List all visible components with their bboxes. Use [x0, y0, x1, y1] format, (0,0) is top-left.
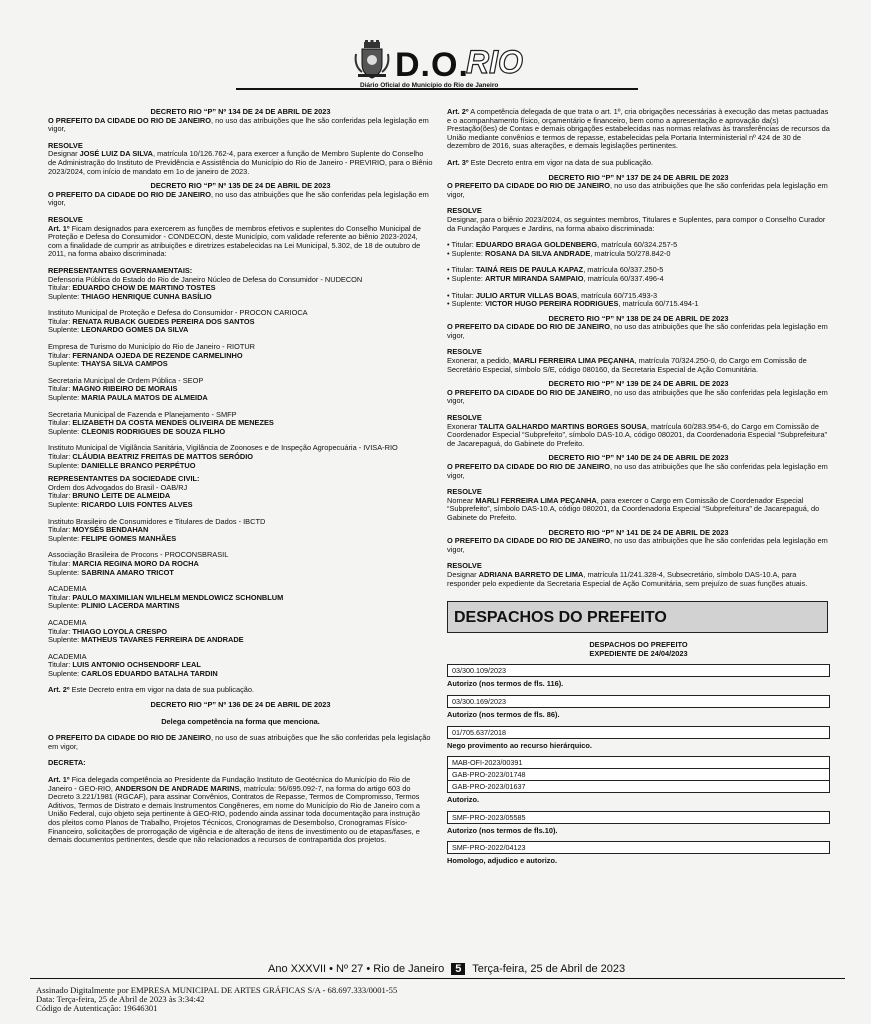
suplente-row — [48, 428, 433, 437]
resolve-heading: RESOLVE — [447, 413, 482, 423]
suplente-label: Suplente: — [48, 499, 82, 509]
resolve-heading: RESOLVE — [447, 487, 482, 497]
despacho-entry — [447, 756, 830, 805]
titular-name: PAULO MAXIMILIAN WILHELM MENDLOWICZ SCHONBLUM — [72, 592, 284, 602]
logo-do-text: D.O. — [395, 46, 469, 84]
decree-134-title: DECRETO RIO “P” Nº 134 DE 24 DE ABRIL DE 2023 — [150, 107, 331, 116]
logo-rio-text: RIO — [466, 44, 523, 80]
titular-label: • Titular: — [447, 290, 476, 300]
preamble: O PREFEITO DA CIDADE DO RIO DE JANEIRO, no uso das atribuições que lhe são conferidas pela legislação em vigor, — [48, 189, 429, 208]
suplente-name: SABRINA AMARO TRICOT — [81, 567, 174, 577]
titular-label: Titular: — [48, 626, 73, 636]
suplente-label: Suplente: — [48, 533, 82, 543]
despacho-result: Autorizo. — [447, 795, 480, 805]
suplente-name: MATHEUS TAVARES FERREIRA DE ANDRADE — [81, 635, 244, 645]
council-org: ACADEMIA — [48, 617, 87, 627]
suplente-label: Suplente: — [48, 325, 82, 335]
left-column — [48, 108, 433, 845]
titular-matricula: , matrícula 60/324.257-5 — [597, 240, 678, 250]
resolve-heading: RESOLVE — [447, 206, 482, 216]
despacho-result: Autorizo (nos termos de fls.10). — [447, 825, 558, 835]
decree-134-body: Designar JOSÉ LUIZ DA SILVA, matrícula 10/126.762-4, para exercer a função de Membro Suplente do Conselho de Administração do Instituto de Previdência e Assistência do Município do Rio de Janeiro - PREVIRIO, para o Biênio 2023/2024, com início de mandato em 1o de janeiro de 2023. — [48, 149, 433, 176]
issue-info: Ano XXXVII • Nº 27 • Rio de Janeiro — [268, 963, 445, 975]
process-number-box: 01/705.637/2018 — [447, 726, 830, 739]
suplente-label: • Suplente: — [447, 273, 485, 283]
council-org: Instituto Municipal de Vigilância Sanitária, Vigilância de Zoonoses e de Inspeção Agropecuária - IVISA-RIO — [48, 443, 398, 453]
suplente-row — [48, 360, 433, 369]
digital-signature — [36, 986, 397, 1013]
titular-name: RENATA RUBACK GUEDES PEREIRA DOS SANTOS — [72, 316, 255, 326]
despacho-result: Autorizo (nos termos de fls. 86). — [447, 709, 560, 719]
suplente-name: ARTUR MIRANDA SAMPAIO — [484, 273, 584, 283]
decree-135-art1: Art. 1º Ficam designados para exercerem as funções de membros efetivos e suplentes do Conselho Municipal de Proteção e Defesa do Consumidor - CONDECON, deste Município, com validade referente ao biênio 2023-2024, com a finalidade de cumprir as atribuições e diretrizes estabelecidas na Lei Municipal, 5.302, de 18 de outubro de 2011, na forma abaixo discriminada: — [48, 223, 421, 259]
decree-136-art3: Art. 3º Este Decreto entra em vigor na data de sua publicação. — [447, 157, 654, 167]
despachos-date: EXPEDIENTE DE 24/04/2023 — [589, 648, 688, 658]
auth-code: Código de Autenticação: 19646301 — [36, 1002, 158, 1013]
decreta-heading: DECRETA: — [48, 758, 86, 768]
titular-label: Titular: — [48, 384, 73, 394]
titular-name: MARCIA REGINA MORO DA ROCHA — [72, 558, 199, 568]
decree-136-art1: Art. 1º Fica delegada competência ao Presidente da Fundação Instituto de Geotécnica do Município do Rio de Janeiro - GEO-RIO, ANDERSON DE ANDRADE MARINS, matrícula: 56/695.092-7, na forma do artigo 603 do Decreto 3.221/1981 (RGCAF), para assinar Convênios, Contratos de Repasse, Termos de Compromisso, Termos Aditivos, Termos de Distrato e demais Instrumentos Congêneres, em nome do Município do Rio de Janeiro com a União Federal, cujo objeto seja pertinente à GEO-RIO, podendo ainda assinar toda documentação para instrução dos pleitos como Planos de Trabalho, Projetos Técnicos, Cronogramas de Desembolso, Cronogramas Físico-Financeiro, solicitações de prorrogação de vigência e de alteração de itens de investimento ou de etapas/fases, e demais documentos pertinentes, desde que não relacionados a recursos de contrapartida dos projetos. — [48, 775, 421, 845]
process-number-box: MAB-OFI-2023/00391 — [447, 756, 830, 769]
suplente-name: THIAGO HENRIQUE CUNHA BASÍLIO — [81, 291, 212, 301]
right-column — [447, 108, 830, 866]
process-number-box: 03/300.169/2023 — [447, 695, 830, 708]
titular-label: Titular: — [48, 525, 73, 535]
titular-label: • Titular: — [447, 240, 476, 250]
titular-matricula: , matrícula 60/337.250-5 — [583, 265, 664, 275]
titular-label: Titular: — [48, 316, 73, 326]
suplente-name: CARLOS EDUARDO BATALHA TARDIN — [81, 668, 218, 678]
titular-name: THIAGO LOYOLA CRESPO — [72, 626, 167, 636]
suplente-row — [48, 602, 433, 611]
titular-name: MAGNO RIBEIRO DE MORAIS — [72, 384, 178, 394]
decree-137-title: DECRETO RIO “P” Nº 137 DE 24 DE ABRIL DE 2023 — [548, 172, 729, 182]
preamble: O PREFEITO DA CIDADE DO RIO DE JANEIRO, no uso das atribuições que lhe são conferidas pela legislação em vigor, — [48, 115, 429, 134]
suplente-row — [48, 326, 433, 335]
decree-141-body: Designar ADRIANA BARRETO DE LIMA, matrícula 11/241.328-4, Subsecretário, símbolo DAS-10.A, para responder pelo expediente da Secretaria Especial de Ação Comunitária, sem prejuízo de suas funções atuais. — [447, 569, 808, 588]
gov-representatives-list — [48, 276, 433, 471]
decree-140-body: Nomear MARLI FERREIRA LIMA PEÇANHA, para exercer o Cargo em Comissão de Coordenador Especial “Subprefeito”, símbolo DAS-10.A, código 080201, da Coordenadoria Especial “Subprefeitura” de Jacarepaguá, do Gabinete do Prefeito. — [447, 495, 820, 522]
decree-135-art2: Art. 2º Este Decreto entra em vigor na data de sua publicação. — [48, 685, 255, 695]
suplente-label: Suplente: — [48, 426, 82, 436]
resolve-heading: RESOLVE — [48, 214, 83, 224]
decree-139-title: DECRETO RIO “P” Nº 139 DE 24 DE ABRIL DE 2023 — [548, 379, 729, 389]
preamble: O PREFEITO DA CIDADE DO RIO DE JANEIRO, no uso de suas atribuições que lhe são conferidas pela legislação em vigor, — [48, 733, 431, 751]
masthead — [250, 38, 622, 96]
suplente-matricula: , matrícula 60/715.494-1 — [618, 299, 699, 309]
preamble: O PREFEITO DA CIDADE DO RIO DE JANEIRO, no uso das atribuições que lhe são conferidas pela legislação em vigor, — [447, 462, 828, 480]
suplente-row — [48, 462, 433, 471]
suplente-row — [447, 300, 830, 309]
despacho-entry — [447, 841, 830, 866]
despacho-entry — [447, 664, 830, 689]
suplente-name: THAYSA SILVA CAMPOS — [81, 359, 168, 369]
suplente-row — [48, 394, 433, 403]
despachos-section-bar: DESPACHOS DO PREFEITO — [447, 601, 828, 633]
titular-label: Titular: — [48, 283, 73, 293]
process-number-box: SMF-PRO-2023/05585 — [447, 811, 830, 824]
suplente-name: DANIELLE BRANCO PERPÉTUO — [81, 460, 196, 470]
suplente-name: VICTOR HUGO PEREIRA RODRIGUES — [484, 299, 619, 309]
titular-matricula: , matrícula 60/715.493-3 — [577, 290, 658, 300]
signature-line: Assinado Digitalmente por EMPRESA MUNICIPAL DE ARTES GRÁFICAS S/A - 68.697.333/0001-55 — [36, 985, 398, 995]
suplente-row — [48, 569, 433, 578]
titular-name: LUIS ANTONIO OCHSENDORF LEAL — [72, 660, 201, 670]
resolve-heading: RESOLVE — [447, 347, 482, 357]
suplente-label: Suplente: — [48, 567, 82, 577]
footer-rule — [30, 978, 845, 979]
suplente-matricula: , matrícula 50/278.842-0 — [590, 248, 671, 258]
despachos-title: DESPACHOS DO PREFEITO — [589, 640, 688, 650]
process-number-box: GAB-PRO-2023/01637 — [447, 781, 830, 793]
suplente-name: ROSANA DA SILVA ANDRADE — [484, 248, 591, 258]
titular-label: Titular: — [48, 592, 73, 602]
suplente-name: LEONARDO GOMES DA SILVA — [81, 325, 189, 335]
suplente-name: MARIA PAULA MATOS DE ALMEIDA — [81, 393, 208, 403]
gov-heading: REPRESENTANTES GOVERNAMENTAIS: — [48, 265, 193, 275]
titular-label: Titular: — [48, 558, 73, 568]
decree-135-title: DECRETO RIO “P” Nº 135 DE 24 DE ABRIL DE 2023 — [150, 181, 331, 191]
suplente-row — [48, 535, 433, 544]
council-org: Associação Brasileira de Procons - PROCONSBRASIL — [48, 550, 229, 560]
suplente-row — [48, 670, 433, 679]
city-coat-of-arms-icon — [352, 40, 392, 80]
decree-139-body: Exonerar TALITA GALHARDO MARTINS BORGES SOUSA, matrícula 60/283.954-6, do Cargo em Comissão de Coordenador Especial “Subprefeito”, símbolo DAS-10.A, código 080201, da Coordenadoria Especial “Subprefeitura” de Jacarepaguá, do Gabinete do Prefeito. — [447, 421, 828, 448]
suplente-name: PLINIO LACERDA MARTINS — [81, 601, 180, 611]
suplente-name: FELIPE GOMES MANHÃES — [81, 533, 177, 543]
titular-name: FERNANDA OJEDA DE REZENDE CARMELINHO — [72, 350, 243, 360]
titular-name: CLÁUDIA BEATRIZ FREITAS DE MATTOS SERÓDIO — [72, 452, 254, 461]
council-org: ACADEMIA — [48, 584, 87, 594]
titular-name: EDUARDO BRAGA GOLDENBERG — [475, 240, 598, 250]
decree-141-title: DECRETO RIO “P” Nº 141 DE 24 DE ABRIL DE 2023 — [548, 527, 729, 537]
suplente-label: Suplente: — [48, 291, 82, 301]
page-number: 5 — [451, 963, 465, 975]
titular-label: Titular: — [48, 350, 73, 360]
council-org: Instituto Brasileiro de Consumidores e Titulares de Dados - IBCTD — [48, 516, 266, 526]
preamble: O PREFEITO DA CIDADE DO RIO DE JANEIRO, no uso das atribuições que lhe são conferidas pela legislação em vigor, — [447, 387, 828, 406]
resolve-heading: RESOLVE — [48, 140, 83, 150]
resolve-heading: RESOLVE — [447, 561, 482, 571]
page-footer — [268, 963, 625, 975]
titular-label: Titular: — [48, 660, 73, 670]
suplente-row — [447, 275, 830, 284]
despacho-entry — [447, 695, 830, 720]
suplente-label: • Suplente: — [447, 299, 485, 309]
titular-name: BRUNO LEITE DE ALMEIDA — [72, 491, 171, 501]
suplente-label: Suplente: — [48, 601, 82, 611]
process-number-box: GAB-PRO-2023/01748 — [447, 769, 830, 781]
titular-label: Titular: — [48, 452, 73, 461]
titular-name: EDUARDO CHOW DE MARTINO TOSTES — [72, 283, 216, 293]
suplente-label: Suplente: — [48, 393, 82, 403]
preamble: O PREFEITO DA CIDADE DO RIO DE JANEIRO, no uso das atribuições que lhe são conferidas pela legislação em vigor, — [447, 322, 828, 340]
council-org: Ordem dos Advogados do Brasil - OAB/RJ — [48, 482, 188, 492]
council-org: Secretaria Municipal de Fazenda e Planejamento - SMFP — [48, 409, 237, 419]
council-org: Empresa de Turismo do Município do Rio de Janeiro - RIOTUR — [48, 342, 256, 352]
decree-137-body: Designar, para o biênio 2023/2024, os seguintes membros, Titulares e Suplentes, para compor o Conselho Curador da Fundação Parques e Jardins, na forma abaixo discriminada: — [447, 214, 826, 233]
process-number-box: SMF-PRO-2022/04123 — [447, 841, 830, 854]
council-org: Defensoria Pública do Estado do Rio de Janeiro Núcleo de Defesa do Consumidor - NUDECON — [48, 274, 363, 284]
decree-138-body: Exonerar, a pedido, MARLI FERREIRA LIMA PEÇANHA, matrícula 70/324.250-0, do Cargo em Comissão de Secretário Especial, símbolo S/E, código 080160, da Secretaria Especial de Ação Comunitária. — [447, 356, 807, 374]
decree-140-title: DECRETO RIO “P” Nº 140 DE 24 DE ABRIL DE 2023 — [548, 453, 729, 463]
suplente-label: Suplente: — [48, 359, 82, 369]
gazette-subtitle: Diário Oficial do Município do Rio de Janeiro — [360, 82, 499, 89]
suplente-label: Suplente: — [48, 668, 82, 678]
decree-136-subtitle: Delega competência na forma que menciona. — [161, 716, 320, 726]
titular-name: MOYSÉS BENDAHAN — [72, 525, 149, 535]
preamble: O PREFEITO DA CIDADE DO RIO DE JANEIRO, no uso das atribuições que lhe são conferidas pela legislação em vigor, — [447, 536, 828, 554]
decree-137-members — [447, 233, 830, 309]
despacho-result: Autorizo (nos termos de fls. 116). — [447, 679, 564, 689]
despacho-result: Homologo, adjudico e autorizo. — [447, 856, 558, 866]
decree-138-title: DECRETO RIO “P” Nº 138 DE 24 DE ABRIL DE 2023 — [548, 313, 729, 323]
process-number-box: 03/300.109/2023 — [447, 664, 830, 677]
suplente-row — [48, 501, 433, 510]
despacho-entry — [447, 726, 830, 751]
suplente-name: RICARDO LUIS FONTES ALVES — [81, 499, 193, 509]
suplente-name: CLEONIS RODRIGUES DE SOUZA FILHO — [81, 426, 226, 436]
titular-name: JULIO ARTUR VILLAS BOAS — [475, 290, 578, 300]
suplente-label: Suplente: — [48, 635, 82, 645]
civil-heading: REPRESENTANTES DA SOCIEDADE CIVIL: — [48, 474, 200, 484]
decree-136-title: DECRETO RIO “P” Nº 136 DE 24 DE ABRIL DE 2023 — [150, 700, 331, 710]
despacho-result: Nego provimento ao recurso hierárquico. — [447, 740, 592, 750]
issue-date: Terça-feira, 25 de Abril de 2023 — [472, 963, 626, 975]
suplente-row — [48, 636, 433, 645]
titular-name: ELIZABETH DA COSTA MENDES OLIVEIRA DE MENEZES — [72, 418, 274, 428]
decree-136-art2: Art. 2º A competência delegada de que trata o art. 1º, cria obrigações necessárias à execução das metas pactuadas e o acompanhamento físico, orçamentário e financeiro, bem como a apresentação e aprovação da(s) Prestação(ões) de Contas e demais obrigações estabelecidas nas normas relativas às transferências de recursos da União mediante convênios e termos de repasse, estabelecidas pela Portaria Interministerial nº 424 de 30 de dezembro de 2016, suas alterações, e demais legislações pertinentes. — [447, 107, 830, 151]
titular-label: Titular: — [48, 418, 73, 428]
preamble: O PREFEITO DA CIDADE DO RIO DE JANEIRO, no uso das atribuições que lhe são conferidas pela legislação em vigor, — [447, 181, 828, 199]
council-org: Instituto Municipal de Proteção e Defesa do Consumidor - PROCON CARIOCA — [48, 308, 308, 318]
suplente-matricula: , matrícula 60/337.496-4 — [583, 273, 664, 283]
council-org: ACADEMIA — [48, 651, 87, 661]
titular-label: Titular: — [48, 491, 73, 501]
council-org: Secretaria Municipal de Ordem Pública - SEOP — [48, 375, 204, 385]
civil-representatives-list — [48, 484, 433, 679]
signature-date: Data: Terça-feira, 25 de Abril de 2023 às 3:34:42 — [36, 993, 205, 1004]
despacho-entry — [447, 811, 830, 836]
titular-name: TAINÁ REIS DE PAULA KAPAZ — [475, 265, 584, 275]
titular-label: • Titular: — [447, 265, 476, 275]
suplente-row — [48, 293, 433, 302]
suplente-row — [447, 250, 830, 259]
suplente-label: Suplente: — [48, 460, 82, 470]
suplente-label: • Suplente: — [447, 248, 485, 258]
despachos-list — [447, 664, 830, 866]
